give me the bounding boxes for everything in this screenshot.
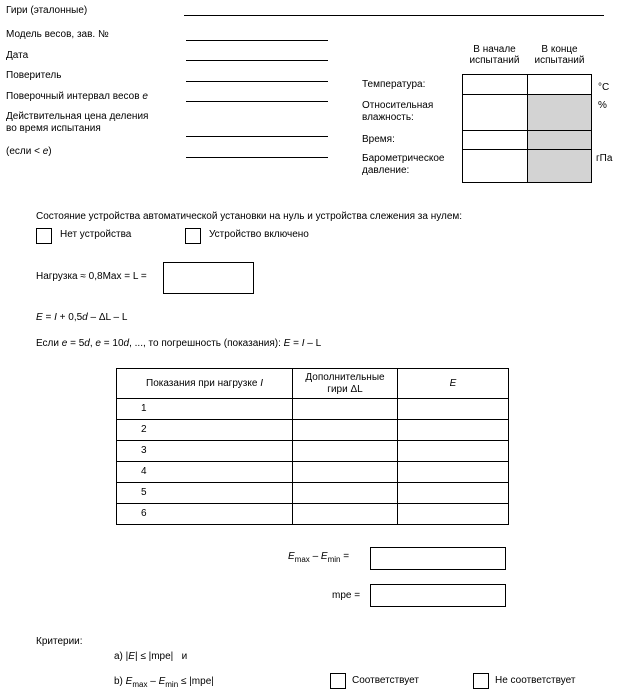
- table-row: [117, 504, 509, 525]
- interval-label: Поверочный интервал весов e: [6, 91, 148, 102]
- table-row: [117, 462, 509, 483]
- criterion-a: a) |E| ≤ |mpe| и: [114, 651, 188, 662]
- emax-emin-label: $E_{max} - E_{min}$ =: [288, 551, 350, 564]
- complies-label: Соответствует: [352, 675, 419, 686]
- criterion-b: b) $E_{max} - E_{min} \le |mpe|$: [114, 676, 214, 689]
- table-header-row: [117, 369, 509, 399]
- complies-checkbox[interactable]: [330, 673, 346, 689]
- table-row: [117, 441, 509, 462]
- error-cell[interactable]: [398, 399, 509, 420]
- error-cell[interactable]: [398, 483, 509, 504]
- time-end-cell: [527, 130, 592, 150]
- verifier-field[interactable]: [186, 81, 328, 82]
- load-label: Нагрузка ≈ 0,8Max = L =: [36, 271, 147, 282]
- weights-label: Гири (эталонные): [6, 5, 88, 16]
- division-label-line2: во время испытания: [6, 123, 101, 134]
- extra-weights-cell[interactable]: [293, 462, 398, 483]
- date-field[interactable]: [186, 60, 328, 61]
- interval-field[interactable]: [186, 101, 328, 102]
- col-error-header: E: [398, 369, 509, 399]
- no-device-checkbox[interactable]: [36, 228, 52, 244]
- error-cell[interactable]: [398, 504, 509, 525]
- humidity-unit: %: [598, 100, 607, 111]
- temp-start-cell[interactable]: [462, 74, 528, 95]
- pressure-start-cell[interactable]: [462, 149, 528, 183]
- col-reading-header: Показания при нагрузке I: [117, 369, 293, 399]
- mpe-box[interactable]: [370, 584, 506, 607]
- zero-devices-title: Состояние устройства автоматической установки на нуль и устройства слежения за нулем:: [36, 211, 463, 222]
- division-field[interactable]: [186, 136, 328, 137]
- division-label-line1: Действительная цена деления: [6, 111, 149, 122]
- device-enabled-label: Устройство включено: [209, 229, 309, 240]
- col-end-line1: В конце: [541, 44, 578, 55]
- division-field-2[interactable]: [186, 157, 328, 158]
- time-start-cell[interactable]: [462, 130, 528, 150]
- pressure-unit: гПа: [596, 153, 613, 164]
- temperature-unit: °С: [598, 82, 610, 93]
- verifier-label: Поверитель: [6, 70, 62, 81]
- pressure-label-line2: давление:: [362, 165, 410, 176]
- error-cell[interactable]: [398, 462, 509, 483]
- col-end-line2: испытаний: [534, 55, 585, 66]
- measurement-table: [116, 368, 509, 525]
- temp-end-cell[interactable]: [527, 74, 592, 95]
- device-enabled-checkbox[interactable]: [185, 228, 201, 244]
- weights-field[interactable]: [184, 15, 604, 16]
- not-complies-label: Не соответствует: [495, 675, 576, 686]
- not-complies-checkbox[interactable]: [473, 673, 489, 689]
- humidity-end-cell: [527, 94, 592, 131]
- error-cell[interactable]: [398, 441, 509, 462]
- no-device-label: Нет устройства: [60, 229, 132, 240]
- pressure-end-cell: [527, 149, 592, 183]
- time-label: Время:: [362, 134, 395, 145]
- date-label: Дата: [6, 50, 29, 61]
- row-number: 5: [117, 483, 293, 504]
- extra-weights-cell[interactable]: [293, 483, 398, 504]
- row-number: 4: [117, 462, 293, 483]
- error-cell[interactable]: [398, 420, 509, 441]
- row-number: 1: [117, 399, 293, 420]
- mpe-label: mpe =: [332, 590, 361, 601]
- extra-weights-cell[interactable]: [293, 420, 398, 441]
- col-extra-weights-header: Дополнительные гири ΔL: [293, 369, 398, 399]
- condition-line: Если e = 5d, e = 10d, ..., то погрешность (показания): E = I – L: [36, 338, 322, 349]
- extra-weights-cell[interactable]: [293, 504, 398, 525]
- table-row: [117, 420, 509, 441]
- col-start-line2: испытаний: [469, 55, 520, 66]
- table-row: [117, 399, 509, 420]
- temperature-label: Температура:: [362, 79, 426, 90]
- criteria-title: Критерии:: [36, 636, 83, 647]
- humidity-label-line2: влажность:: [362, 112, 414, 123]
- model-label: Модель весов, зав. №: [6, 29, 109, 40]
- division-label-line3: (если < e): [6, 146, 52, 157]
- extra-weights-cell[interactable]: [293, 399, 398, 420]
- emax-emin-box[interactable]: [370, 547, 506, 570]
- row-number: 6: [117, 504, 293, 525]
- load-value-box[interactable]: [163, 262, 254, 294]
- row-number: 3: [117, 441, 293, 462]
- model-field[interactable]: [186, 40, 328, 41]
- humidity-start-cell[interactable]: [462, 94, 528, 131]
- pressure-label-line1: Барометрическое: [362, 153, 445, 164]
- humidity-label-line1: Относительная: [362, 100, 434, 111]
- table-row: [117, 483, 509, 504]
- error-formula: E = I + 0,5d – ΔL – L: [36, 312, 128, 323]
- row-number: 2: [117, 420, 293, 441]
- col-start-line1: В начале: [473, 44, 516, 55]
- extra-weights-cell[interactable]: [293, 441, 398, 462]
